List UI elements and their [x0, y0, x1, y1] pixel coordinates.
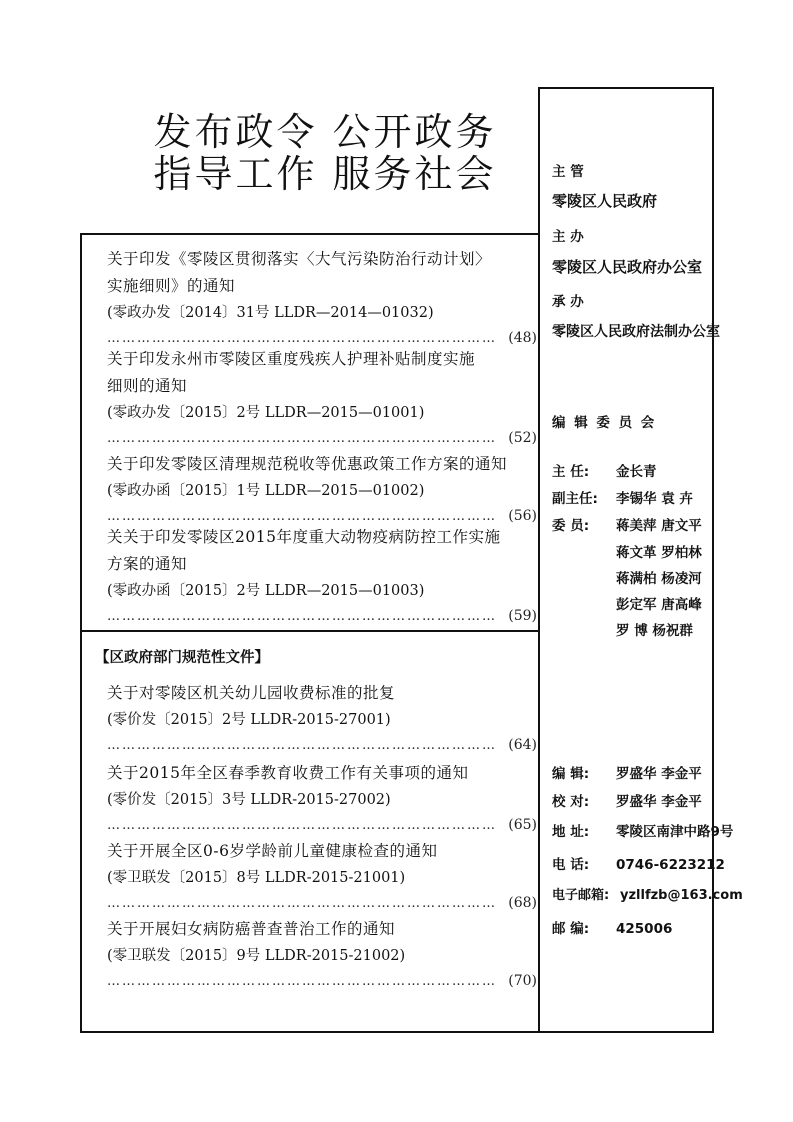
toc-entry[interactable] — [107, 760, 537, 837]
slogan-line-1: 发布政令 公开政务 — [153, 110, 497, 154]
entry-page: (65) — [508, 817, 537, 833]
deputies: 李锡华 袁 卉 — [616, 491, 693, 507]
entry-doc-number: (零政办函〔2015〕2号 LLDR—2015—01003) — [107, 583, 425, 599]
entry-title-cont: 细则的通知 — [107, 377, 188, 395]
toc-entry[interactable] — [107, 346, 537, 450]
section-heading: 【区政府部门规范性文件】 — [95, 650, 269, 666]
toc-entry[interactable] — [107, 680, 537, 757]
entry-title-cont: 方案的通知 — [107, 555, 188, 573]
proofread-label: 校 对: — [552, 794, 590, 810]
entry-title: 关于开展妇女病防癌普查普治工作的通知 — [107, 920, 396, 938]
sponsor: 零陵区人民政府办公室 — [552, 258, 703, 276]
entry-page: (56) — [508, 508, 537, 524]
entry-page: (68) — [508, 895, 537, 911]
dot-leader: …………………………………………………………………… — [107, 431, 497, 446]
editor-label: 编 辑: — [552, 766, 590, 782]
entry-page: (48) — [508, 330, 537, 346]
toc-entry[interactable] — [107, 916, 537, 993]
toc-entry[interactable] — [107, 246, 537, 350]
members-label: 委 员: — [552, 518, 590, 534]
dot-leader: …………………………………………………………………… — [107, 818, 497, 833]
undertaker-label: 承 办 — [552, 294, 584, 310]
entry-page: (52) — [508, 430, 537, 446]
proofreaders: 罗盛华 李金平 — [616, 794, 702, 810]
slogan-line-2: 指导工作 服务社会 — [153, 152, 497, 196]
editors: 罗盛华 李金平 — [616, 766, 702, 782]
entry-doc-number: (零卫联发〔2015〕9号 LLDR-2015-21002) — [107, 948, 406, 964]
supervisor: 零陵区人民政府 — [552, 192, 658, 210]
undertaker: 零陵区人民政府法制办公室 — [552, 324, 720, 340]
member-row: 蒋文革 罗柏林 — [616, 545, 702, 561]
email-label: 电子邮箱: — [552, 888, 610, 903]
toc-entry[interactable] — [107, 838, 537, 915]
director: 金长青 — [616, 464, 657, 480]
dot-leader: …………………………………………………………………… — [107, 896, 497, 911]
entry-title: 关于印发零陵区清理规范税收等优惠政策工作方案的通知 — [107, 455, 508, 473]
sponsor-label: 主 办 — [552, 229, 584, 245]
toc-entry[interactable] — [107, 524, 537, 628]
address: 零陵区南津中路9号 — [616, 824, 734, 840]
entry-title: 关于印发《零陵区贯彻落实〈大气污染防治行动计划〉 — [107, 250, 492, 268]
dot-leader: …………………………………………………………………… — [107, 331, 497, 346]
entry-doc-number: (零政办函〔2015〕1号 LLDR—2015—01002) — [107, 483, 425, 499]
member-row: 蒋满柏 杨凌河 — [616, 571, 702, 587]
entry-page: (70) — [508, 973, 537, 989]
member-row: 蒋美萍 唐文平 — [616, 518, 702, 534]
dot-leader: …………………………………………………………………… — [107, 609, 497, 624]
entry-title: 关关于印发零陵区2015年度重大动物疫病防控工作实施 — [107, 528, 501, 546]
member-row: 彭定军 唐高峰 — [616, 597, 702, 613]
dot-leader: …………………………………………………………………… — [107, 509, 497, 524]
phone: 0746-6223212 — [616, 857, 725, 873]
committee-heading: 编 辑 委 员 会 — [552, 415, 657, 431]
email[interactable]: yzllfzb@163.com — [620, 888, 743, 903]
phone-label: 电 话: — [552, 857, 590, 873]
deputy-label: 副主任: — [552, 491, 598, 507]
postcode-label: 邮 编: — [552, 921, 590, 937]
supervisor-label: 主 管 — [552, 164, 584, 180]
dot-leader: …………………………………………………………………… — [107, 738, 497, 753]
entry-title: 关于对零陵区机关幼儿园收费标准的批复 — [107, 684, 396, 702]
entry-doc-number: (零价发〔2015〕2号 LLDR-2015-27001) — [107, 712, 391, 728]
postcode: 425006 — [616, 921, 673, 937]
entry-title: 关于印发永州市零陵区重度残疾人护理补贴制度实施 — [107, 350, 476, 368]
director-label: 主 任: — [552, 464, 590, 480]
member-row: 罗 博 杨祝群 — [616, 623, 693, 639]
entry-title: 关于开展全区0-6岁学龄前儿童健康检查的通知 — [107, 842, 438, 860]
entry-page: (59) — [508, 608, 537, 624]
address-label: 地 址: — [552, 824, 590, 840]
entry-doc-number: (零政办发〔2014〕31号 LLDR—2014—01032) — [107, 305, 434, 321]
entry-doc-number: (零卫联发〔2015〕8号 LLDR-2015-21001) — [107, 870, 406, 886]
entry-doc-number: (零价发〔2015〕3号 LLDR-2015-27002) — [107, 792, 391, 808]
dot-leader: …………………………………………………………………… — [107, 974, 497, 989]
entry-title: 关于2015年全区春季教育收费工作有关事项的通知 — [107, 764, 469, 782]
section-divider — [80, 630, 539, 632]
toc-entry[interactable] — [107, 451, 537, 528]
entry-doc-number: (零政办发〔2015〕2号 LLDR—2015—01001) — [107, 405, 425, 421]
entry-title-cont: 实施细则》的通知 — [107, 277, 236, 295]
entry-page: (64) — [508, 737, 537, 753]
